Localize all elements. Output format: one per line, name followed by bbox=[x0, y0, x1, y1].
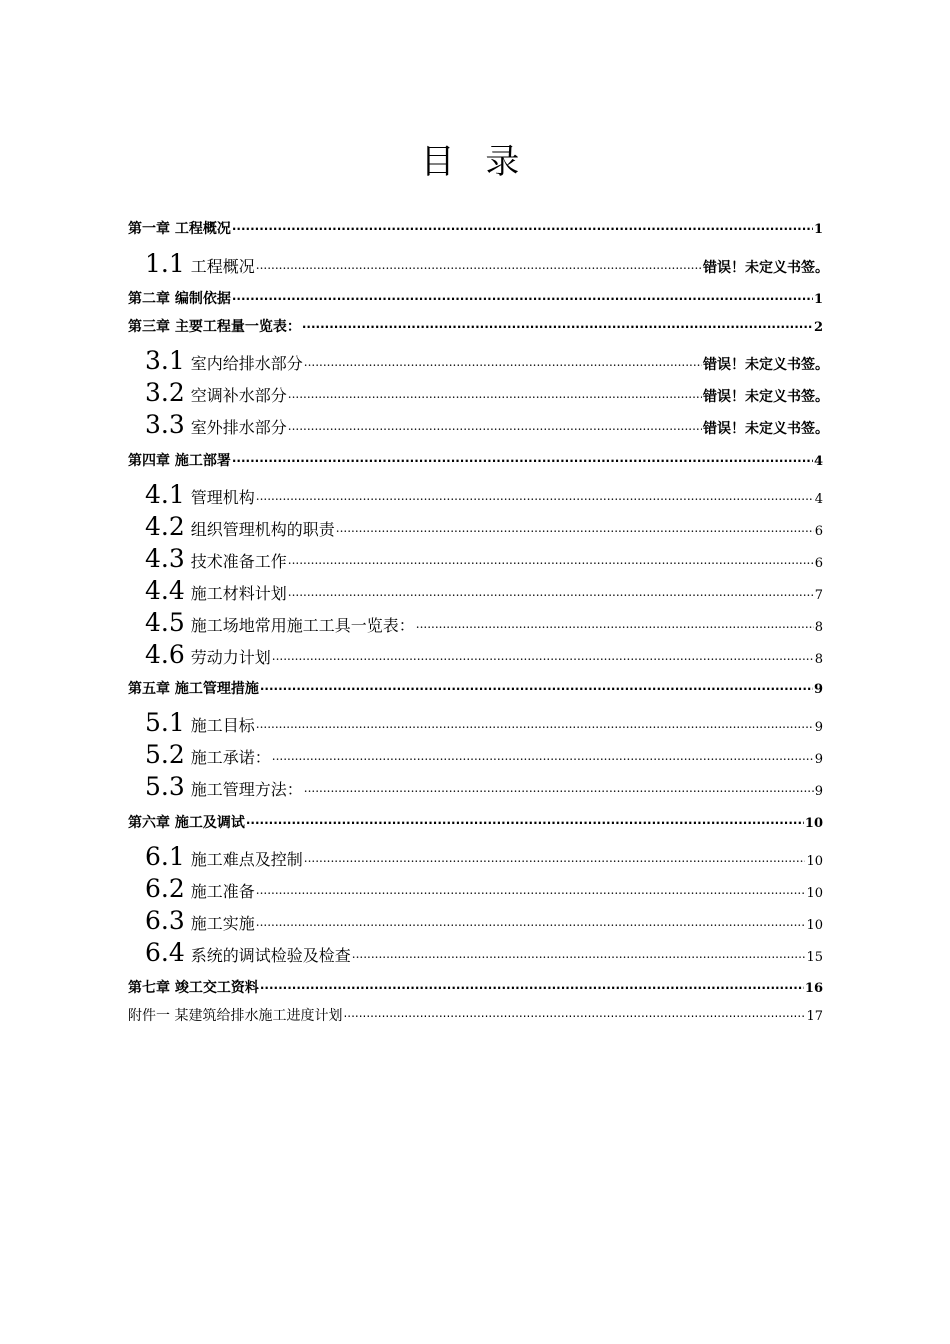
toc-page-number: 16 bbox=[804, 981, 823, 996]
toc-leader-dots bbox=[343, 1006, 805, 1020]
toc-entry-section-3-2[interactable] bbox=[145, 378, 829, 407]
toc-entry-label: 组织管理机构的职责 bbox=[190, 520, 335, 539]
toc-entry-label: 第一章 工程概况 bbox=[128, 221, 231, 237]
toc-leader-dots bbox=[304, 353, 702, 369]
toc-section-number: 3.1 bbox=[145, 346, 185, 375]
toc-entry-section-5-3[interactable] bbox=[145, 772, 823, 801]
toc-leader-dots bbox=[232, 219, 813, 233]
toc-section-number: 5.3 bbox=[145, 772, 185, 801]
toc-page-number: 1 bbox=[813, 292, 823, 307]
toc-page-number: 4 bbox=[813, 454, 823, 469]
toc-entry-label: 系统的调试检验及检查 bbox=[190, 946, 351, 965]
toc-leader-dots bbox=[352, 945, 806, 961]
toc-entry-section-4-4[interactable] bbox=[145, 576, 823, 605]
toc-entry-section-3-3[interactable] bbox=[145, 410, 829, 439]
toc-entry-section-4-2[interactable] bbox=[145, 512, 823, 541]
toc-leader-dots bbox=[232, 289, 813, 303]
toc-leader-dots bbox=[288, 551, 814, 567]
toc-entry-label: 附件一 某建筑给排水施工进度计划 bbox=[128, 1008, 343, 1024]
toc-section-number: 6.2 bbox=[145, 874, 185, 903]
toc-entry-label: 施工管理方法： bbox=[190, 780, 303, 799]
toc-leader-dots bbox=[416, 615, 814, 631]
toc-entry-label: 施工材料计划 bbox=[190, 584, 287, 603]
toc-entry-label: 劳动力计划 bbox=[190, 648, 271, 667]
toc-leader-dots bbox=[304, 779, 814, 795]
toc-leader-dots bbox=[256, 715, 814, 731]
toc-leader-dots bbox=[336, 519, 814, 535]
toc-leader-dots bbox=[260, 978, 804, 992]
toc-page-number: 10 bbox=[806, 886, 823, 901]
toc-page-number: 10 bbox=[804, 816, 823, 831]
toc-page-number: 10 bbox=[806, 918, 823, 933]
toc-entry-section-3-1[interactable] bbox=[145, 346, 829, 375]
toc-entry-section-4-3[interactable] bbox=[145, 544, 823, 573]
toc-leader-dots bbox=[272, 647, 814, 663]
toc-entry-section-4-1[interactable] bbox=[145, 480, 823, 509]
toc-leader-dots bbox=[302, 317, 813, 331]
toc-section-number: 4.6 bbox=[145, 640, 185, 669]
toc-entry-label: 第四章 施工部署 bbox=[128, 453, 231, 469]
toc-page-number: 8 bbox=[814, 652, 823, 667]
toc-leader-dots bbox=[246, 813, 804, 827]
toc-page-error: 错误！未定义书签。 bbox=[703, 260, 829, 276]
toc-page-error: 错误！未定义书签。 bbox=[703, 357, 829, 373]
toc-entry-section-4-6[interactable] bbox=[145, 640, 823, 669]
toc-leader-dots bbox=[232, 451, 813, 465]
toc-section-number: 5.1 bbox=[145, 708, 185, 737]
toc-page-number: 6 bbox=[814, 556, 823, 571]
toc-entry-section-5-1[interactable] bbox=[145, 708, 823, 737]
toc-entry-label: 施工难点及控制 bbox=[190, 850, 303, 869]
toc-page-number: 6 bbox=[814, 524, 823, 539]
toc-section-number: 5.2 bbox=[145, 740, 185, 769]
toc-page-number: 9 bbox=[813, 682, 823, 697]
page-title: 目 录 bbox=[420, 142, 530, 182]
toc-page-error: 错误！未定义书签。 bbox=[703, 389, 829, 405]
toc-page-number: 7 bbox=[814, 588, 823, 603]
toc-entry-label: 施工场地常用施工工具一览表： bbox=[190, 616, 415, 635]
toc-section-number: 3.3 bbox=[145, 410, 185, 439]
toc-entry-chapter-3[interactable] bbox=[128, 316, 823, 336]
toc-entry-label: 施工目标 bbox=[190, 716, 255, 735]
toc-entry-section-1-1[interactable] bbox=[145, 249, 829, 278]
toc-leader-dots bbox=[256, 256, 702, 272]
toc-entry-chapter-1[interactable] bbox=[128, 218, 823, 238]
toc-entry-label: 第五章 施工管理措施 bbox=[128, 681, 259, 697]
toc-entry-label: 管理机构 bbox=[190, 488, 255, 507]
toc-page-number: 1 bbox=[813, 222, 823, 237]
toc-page-number: 9 bbox=[814, 720, 823, 735]
toc-leader-dots bbox=[288, 385, 702, 401]
toc-entry-chapter-5[interactable] bbox=[128, 678, 823, 698]
toc-entry-chapter-6[interactable] bbox=[128, 812, 823, 832]
toc-entry-chapter-2[interactable] bbox=[128, 288, 823, 308]
toc-entry-label: 技术准备工作 bbox=[190, 552, 287, 571]
toc-entry-label: 室外排水部分 bbox=[190, 418, 287, 437]
toc-entry-label: 室内给排水部分 bbox=[190, 354, 303, 373]
toc-page-number: 10 bbox=[806, 854, 823, 869]
toc-entry-section-6-1[interactable] bbox=[145, 842, 823, 871]
toc-leader-dots bbox=[256, 881, 806, 897]
toc-leader-dots bbox=[256, 487, 814, 503]
toc-page-number: 4 bbox=[814, 492, 823, 507]
toc-page-error: 错误！未定义书签。 bbox=[703, 421, 829, 437]
toc-entry-section-4-5[interactable] bbox=[145, 608, 823, 637]
toc-section-number: 4.3 bbox=[145, 544, 185, 573]
toc-section-number: 1.1 bbox=[145, 249, 185, 278]
toc-section-number: 4.2 bbox=[145, 512, 185, 541]
toc-leader-dots bbox=[288, 583, 814, 599]
toc-section-number: 6.3 bbox=[145, 906, 185, 935]
toc-entry-section-6-3[interactable] bbox=[145, 906, 823, 935]
toc-page-number: 9 bbox=[814, 784, 823, 799]
toc-entry-label: 施工准备 bbox=[190, 882, 255, 901]
toc-leader-dots bbox=[256, 913, 806, 929]
toc-leader-dots bbox=[304, 849, 806, 865]
toc-entry-label: 工程概况 bbox=[190, 257, 255, 276]
toc-leader-dots bbox=[272, 747, 814, 763]
toc-section-number: 6.1 bbox=[145, 842, 185, 871]
toc-entry-label: 第六章 施工及调试 bbox=[128, 815, 245, 831]
toc-section-number: 4.5 bbox=[145, 608, 185, 637]
toc-page-number: 8 bbox=[814, 620, 823, 635]
toc-entry-label: 空调补水部分 bbox=[190, 386, 287, 405]
toc-entry-section-6-4[interactable] bbox=[145, 938, 823, 967]
toc-entry-label: 施工实施 bbox=[190, 914, 255, 933]
toc-entry-chapter-7[interactable] bbox=[128, 977, 823, 997]
toc-page-number: 2 bbox=[813, 320, 823, 335]
toc-section-number: 4.1 bbox=[145, 480, 185, 509]
toc-entry-appendix-1[interactable] bbox=[128, 1005, 823, 1025]
toc-entry-section-6-2[interactable] bbox=[145, 874, 823, 903]
toc-page-number: 9 bbox=[814, 752, 823, 767]
toc-page-number: 15 bbox=[806, 950, 823, 965]
toc-entry-chapter-4[interactable] bbox=[128, 450, 823, 470]
toc-section-number: 6.4 bbox=[145, 938, 185, 967]
toc-entry-section-5-2[interactable] bbox=[145, 740, 823, 769]
toc-section-number: 4.4 bbox=[145, 576, 185, 605]
toc-entry-label: 第二章 编制依据 bbox=[128, 291, 231, 307]
toc-leader-dots bbox=[288, 417, 702, 433]
toc-entry-label: 施工承诺： bbox=[190, 748, 271, 767]
toc-entry-label: 第三章 主要工程量一览表： bbox=[128, 319, 301, 335]
toc-section-number: 3.2 bbox=[145, 378, 185, 407]
toc-page-number: 17 bbox=[806, 1009, 823, 1024]
toc-leader-dots bbox=[260, 679, 813, 693]
toc-entry-label: 第七章 竣工交工资料 bbox=[128, 980, 259, 996]
